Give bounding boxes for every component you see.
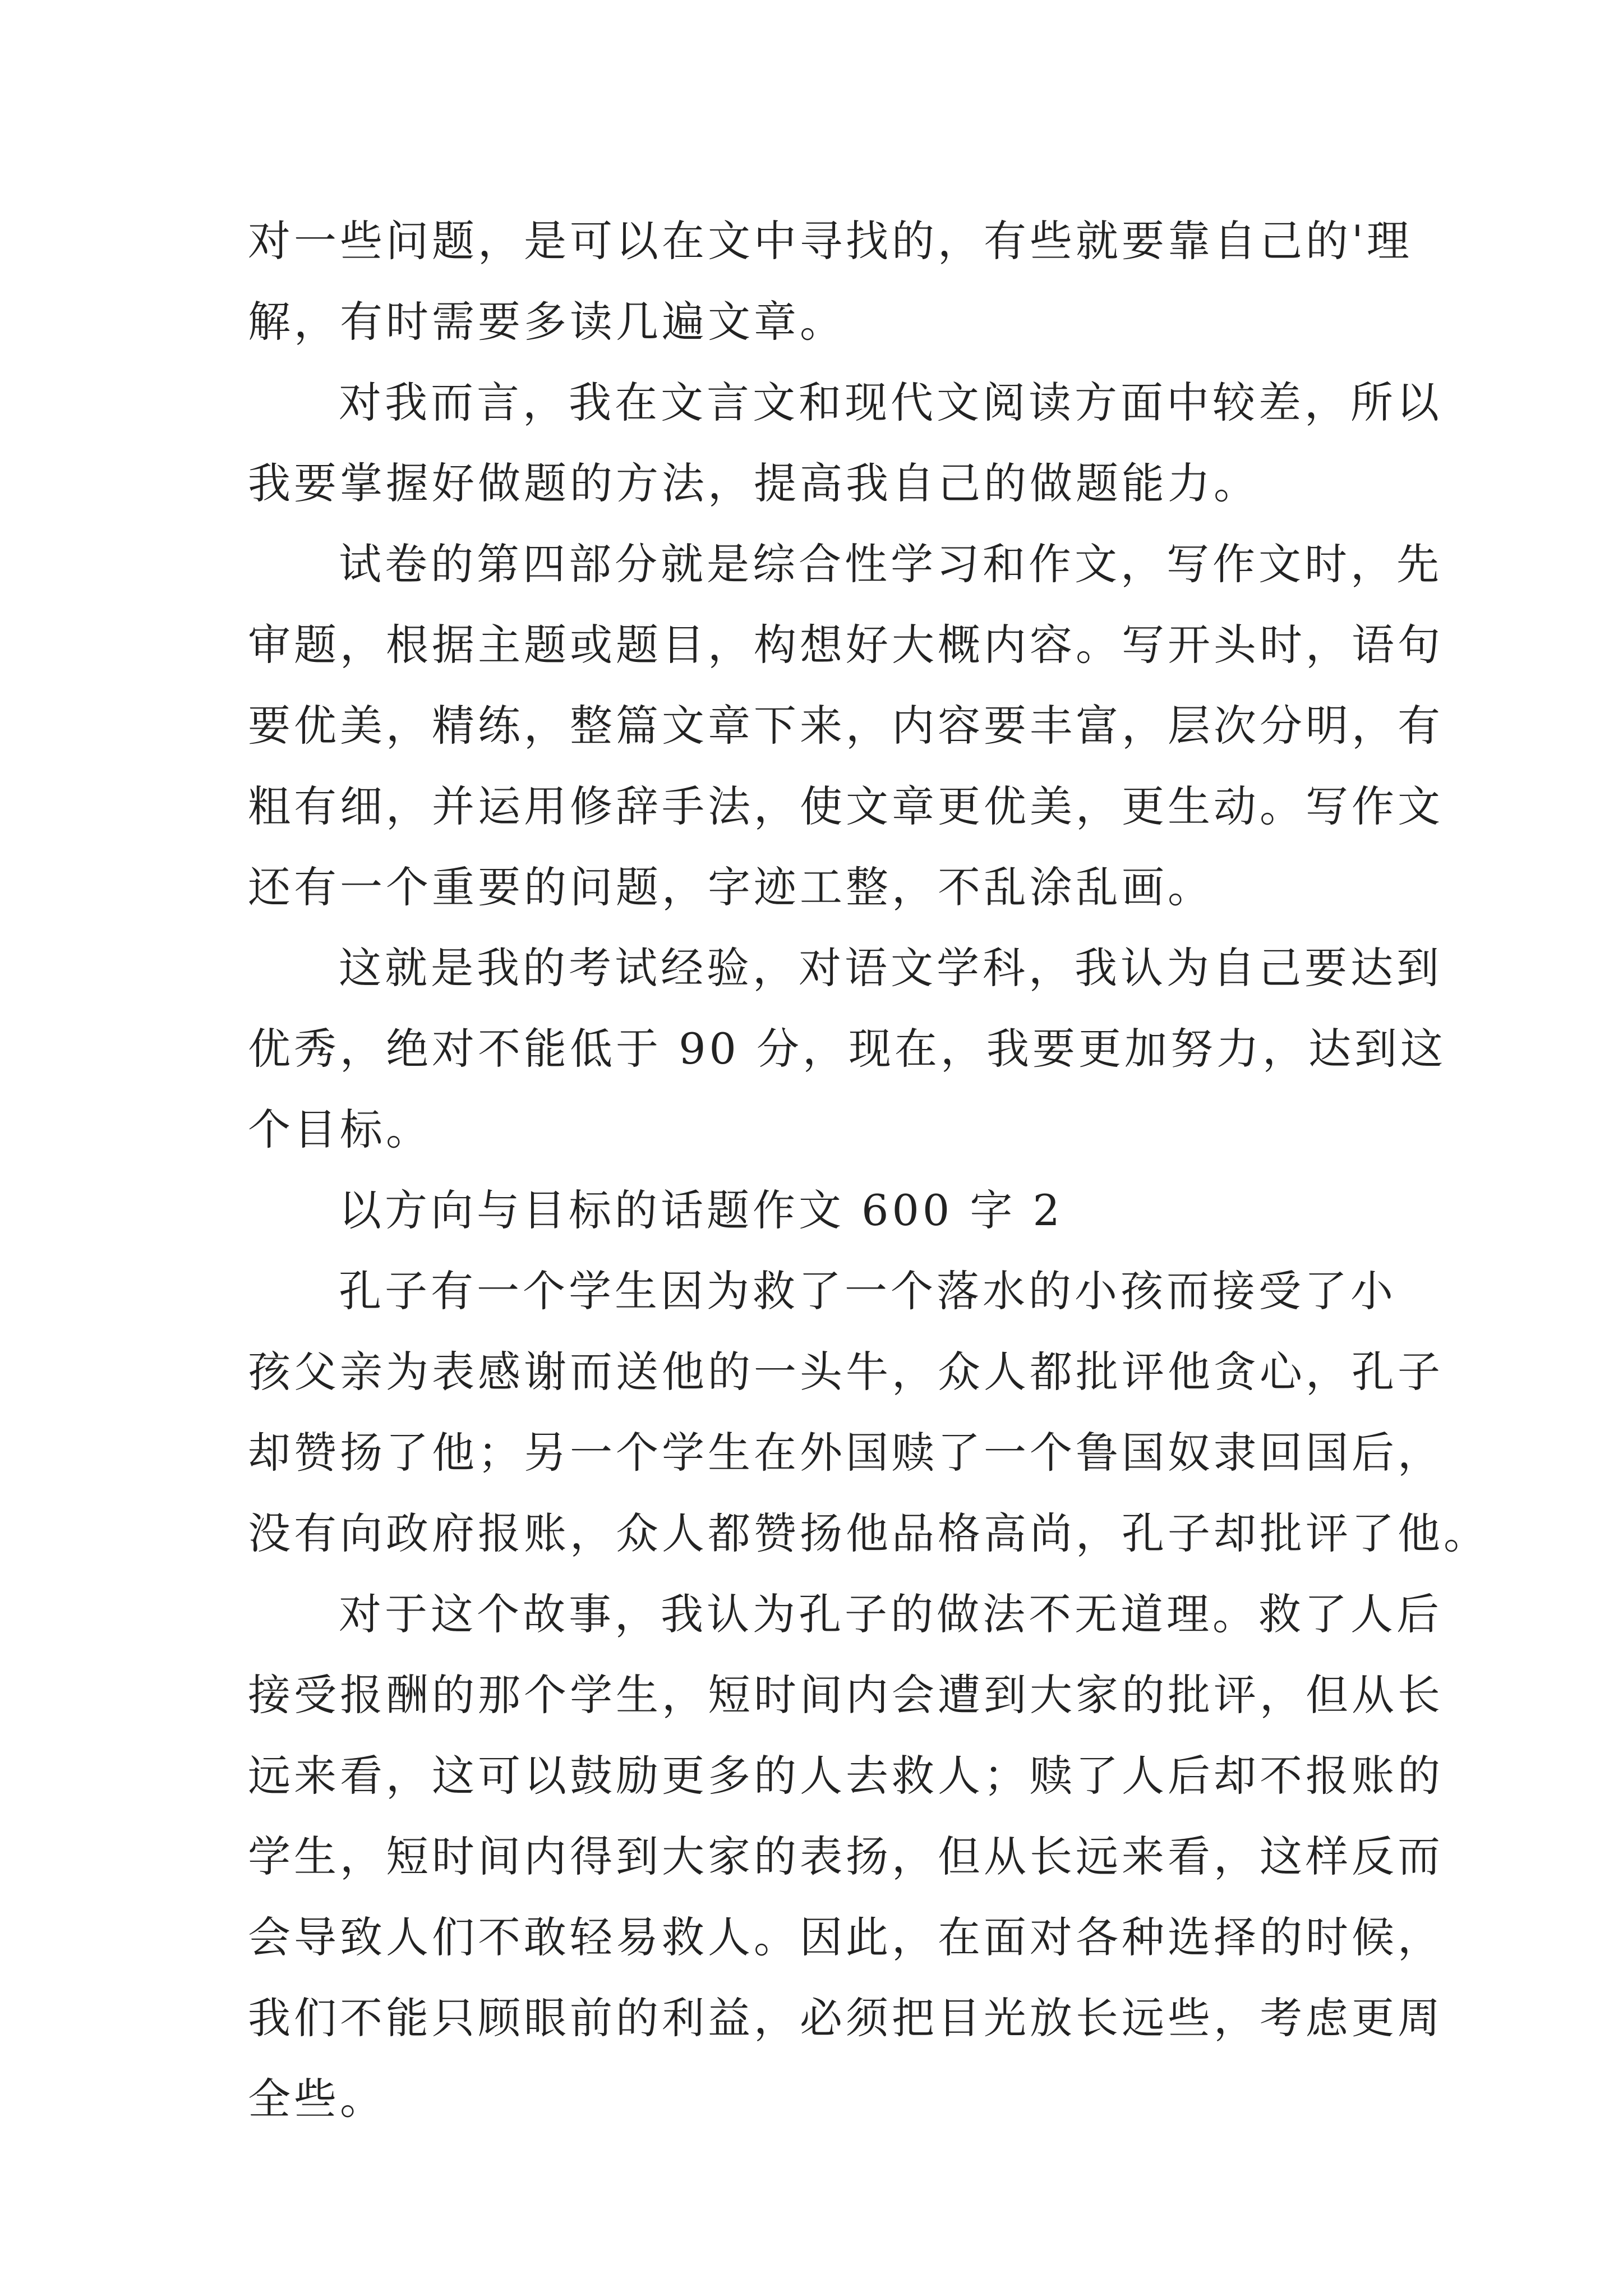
text-line: 解，有时需要多读几遍文章。	[248, 297, 846, 347]
text-line: 没有向政府报账，众人都赞扬他品格高尚，孔子却批评了他。	[248, 1508, 1490, 1558]
text-line: 这就是我的考试经验，对语文学科，我认为自己要达到	[339, 943, 1442, 993]
text-line: 孔子有一个学生因为救了一个落水的小孩而接受了小	[339, 1266, 1396, 1316]
text-line: 个目标。	[248, 1105, 432, 1154]
text-line: 粗有细，并运用修辞手法，使文章更优美，更生动。写作文	[248, 781, 1444, 831]
text-line: 远来看，这可以鼓励更多的人去救人；赎了人后却不报账的	[248, 1751, 1444, 1801]
text-line: 全些。	[248, 2074, 386, 2124]
text-line: 孩父亲为表感谢而送他的一头牛，众人都批评他贪心，孔子	[248, 1347, 1444, 1397]
text-line: 我要掌握好做题的方法，提高我自己的做题能力。	[248, 458, 1260, 508]
text-line: 对我而言，我在文言文和现代文阅读方面中较差，所以	[339, 378, 1442, 427]
text-line: 会导致人们不敢轻易救人。因此，在面对各种选择的时候，	[248, 1912, 1444, 1962]
text-line: 却赞扬了他；另一个学生在外国赎了一个鲁国奴隶回国后，	[248, 1428, 1444, 1478]
document-body	[248, 201, 1490, 2139]
text-line: 对于这个故事，我认为孔子的做法不无道理。救了人后	[339, 1589, 1442, 1639]
text-line: 还有一个重要的问题，字迹工整，不乱涂乱画。	[248, 862, 1214, 912]
text-line: 以方向与目标的话题作文 600 字 2	[339, 1185, 1063, 1235]
text-line: 接受报酬的那个学生，短时间内会遭到大家的批评，但从长	[248, 1670, 1444, 1720]
text-line: 要优美，精练，整篇文章下来，内容要丰富，层次分明，有	[248, 701, 1444, 751]
text-line: 对一些问题，是可以在文中寻找的，有些就要靠自己的'理	[248, 216, 1413, 266]
text-line: 我们不能只顾眼前的利益，必须把目光放长远些，考虑更周	[248, 1993, 1444, 2043]
text-line: 优秀，绝对不能低于 90 分，现在，我要更加努力，达到这	[248, 1024, 1447, 1074]
text-line: 审题，根据主题或题目，构想好大概内容。写开头时，语句	[248, 620, 1444, 670]
text-line: 学生，短时间内得到大家的表扬，但从长远来看，这样反而	[248, 1832, 1444, 1881]
text-line: 试卷的第四部分就是综合性学习和作文，写作文时，先	[339, 539, 1442, 589]
